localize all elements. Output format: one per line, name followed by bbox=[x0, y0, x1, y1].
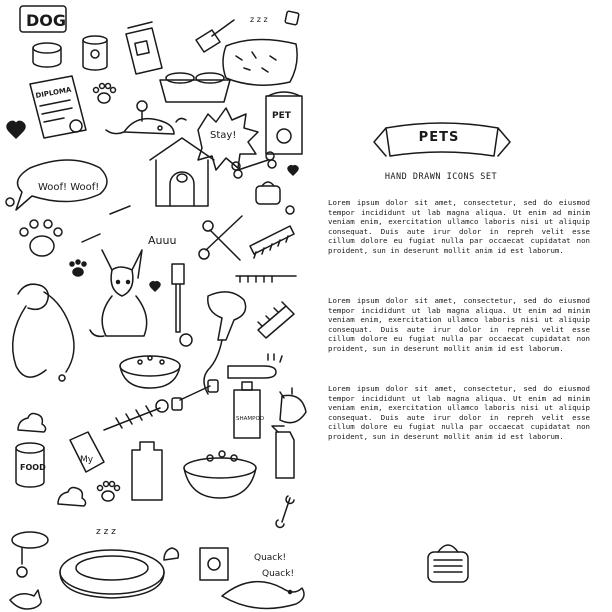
comb-icon bbox=[236, 226, 296, 282]
dog-label: DOG bbox=[26, 11, 67, 30]
shampoo-bottle-icon bbox=[234, 382, 265, 438]
treat-icon bbox=[164, 548, 178, 560]
lorem-paragraph-3: Lorem ipsum dolor sit amet, consectetur, sed do eiusmod tempor incididunt ut lab magna aliqua. Ut enim ad minim veniam enim, exercitation ullamco laboris nisi ut aliquip consequat. Duis aute irur dolor in repreh velit esse cillum dolore eu fugiat nulla par occaecat cupidatat non proident, sun in deserunt mollit anim id est laborum. bbox=[328, 384, 590, 441]
grooming-glove-icon bbox=[280, 388, 306, 423]
leash-icon bbox=[13, 284, 74, 381]
wind-up-mouse-icon bbox=[106, 101, 186, 134]
cat-icon bbox=[10, 590, 41, 609]
scissors-icon bbox=[199, 216, 242, 260]
lorem-paragraph-1: Lorem ipsum dolor sit amet, consectetur, sed do eiusmod tempor incididunt ut lab magna aliqua. Ut enim ad minim veniam enim, exercitation ullamco laboris nisi ut aliquip consequat. Duis aute irur dolor in repreh velit esse cillum dolore eu fugiat nulla par occaecat cupidatat non proident, sun in deserunt mollit anim id est laborum. bbox=[328, 198, 590, 255]
brush-icon bbox=[172, 264, 192, 346]
rubber-duck-icon bbox=[222, 582, 304, 609]
poop-icon-2 bbox=[58, 488, 86, 507]
woof-label: Woof! Woof! bbox=[38, 182, 100, 193]
quack-label-2: Quack! bbox=[262, 569, 295, 579]
sleep-zzz-label-top: z z z bbox=[250, 15, 268, 24]
auuu-label: Auuu bbox=[148, 234, 177, 247]
bone-icon-4 bbox=[276, 496, 294, 527]
dumbbell-bone-icon bbox=[172, 380, 218, 410]
stay-speech-bubble-icon bbox=[198, 108, 258, 170]
heart-icon-small bbox=[288, 166, 298, 175]
diploma-icon bbox=[30, 76, 86, 138]
pet-brush-icon bbox=[228, 354, 282, 378]
dog-house-icon bbox=[150, 138, 214, 206]
pet-label: PET bbox=[272, 111, 291, 121]
food-bowls-icon bbox=[160, 73, 230, 102]
collar-icon bbox=[12, 532, 48, 577]
quack-label: Quack! bbox=[254, 553, 287, 563]
spray-bottle-icon bbox=[272, 426, 294, 478]
pet-food-can-icon bbox=[33, 36, 107, 70]
pet-bed-icon bbox=[60, 550, 164, 598]
paw-print-icon-large bbox=[20, 220, 62, 256]
diploma-label: DIPLOMA bbox=[34, 85, 72, 100]
bone-icon-2 bbox=[110, 206, 130, 214]
page-subtitle: HAND DRAWN ICONS SET bbox=[384, 172, 498, 182]
bubble-dot-icon bbox=[6, 198, 14, 206]
grooming-brush-icon bbox=[258, 302, 294, 338]
pet-tag-icon bbox=[70, 432, 104, 472]
stay-label: Stay! bbox=[210, 130, 237, 141]
poop-scooper-icon bbox=[196, 20, 234, 52]
pet-carrier-icon bbox=[256, 182, 294, 214]
lorem-paragraph-2: Lorem ipsum dolor sit amet, consectetur, sed do eiusmod tempor incididunt ut lab magna aliqua. Ut enim ad minim veniam enim, exercitation ullamco laboris nisi ut aliquip consequat. Duis aute irur dolor in repreh velit esse cillum dolore eu fugiat nulla par occaecat cupidatat non proident, sun in deserunt mollit anim id est laborum. bbox=[328, 296, 590, 353]
pet-carrier-icon-large bbox=[428, 545, 468, 582]
bone-icon-3 bbox=[82, 234, 100, 242]
food-can-icon bbox=[16, 443, 46, 487]
sleep-zzz-label: z z z bbox=[96, 527, 116, 537]
treat-bag-icon bbox=[126, 22, 162, 74]
paw-print-icon-2 bbox=[98, 482, 120, 502]
page-title: PETS bbox=[418, 130, 460, 145]
pet-food-bag-icon bbox=[266, 92, 302, 154]
sitting-dog-icon bbox=[90, 250, 147, 336]
my-label: My bbox=[80, 455, 94, 465]
bowl-of-food-icon bbox=[120, 356, 180, 388]
food-label: FOOD bbox=[20, 463, 46, 472]
pet-food-box-icon bbox=[200, 548, 228, 580]
shampoo-bottle-icon-2 bbox=[132, 442, 162, 500]
fish-bone-icon bbox=[104, 400, 168, 430]
poop-icon bbox=[18, 414, 46, 433]
paw-print-icon-small bbox=[70, 260, 86, 276]
heart-icon bbox=[7, 121, 25, 138]
bathtub-icon bbox=[184, 451, 256, 498]
shampoo-label: SHAMPOO bbox=[236, 416, 265, 422]
woof-speech-bubble-icon bbox=[16, 160, 107, 210]
heart-icon-3 bbox=[150, 282, 160, 291]
paw-print-icon bbox=[94, 84, 116, 104]
dog-word-icon bbox=[20, 6, 66, 32]
